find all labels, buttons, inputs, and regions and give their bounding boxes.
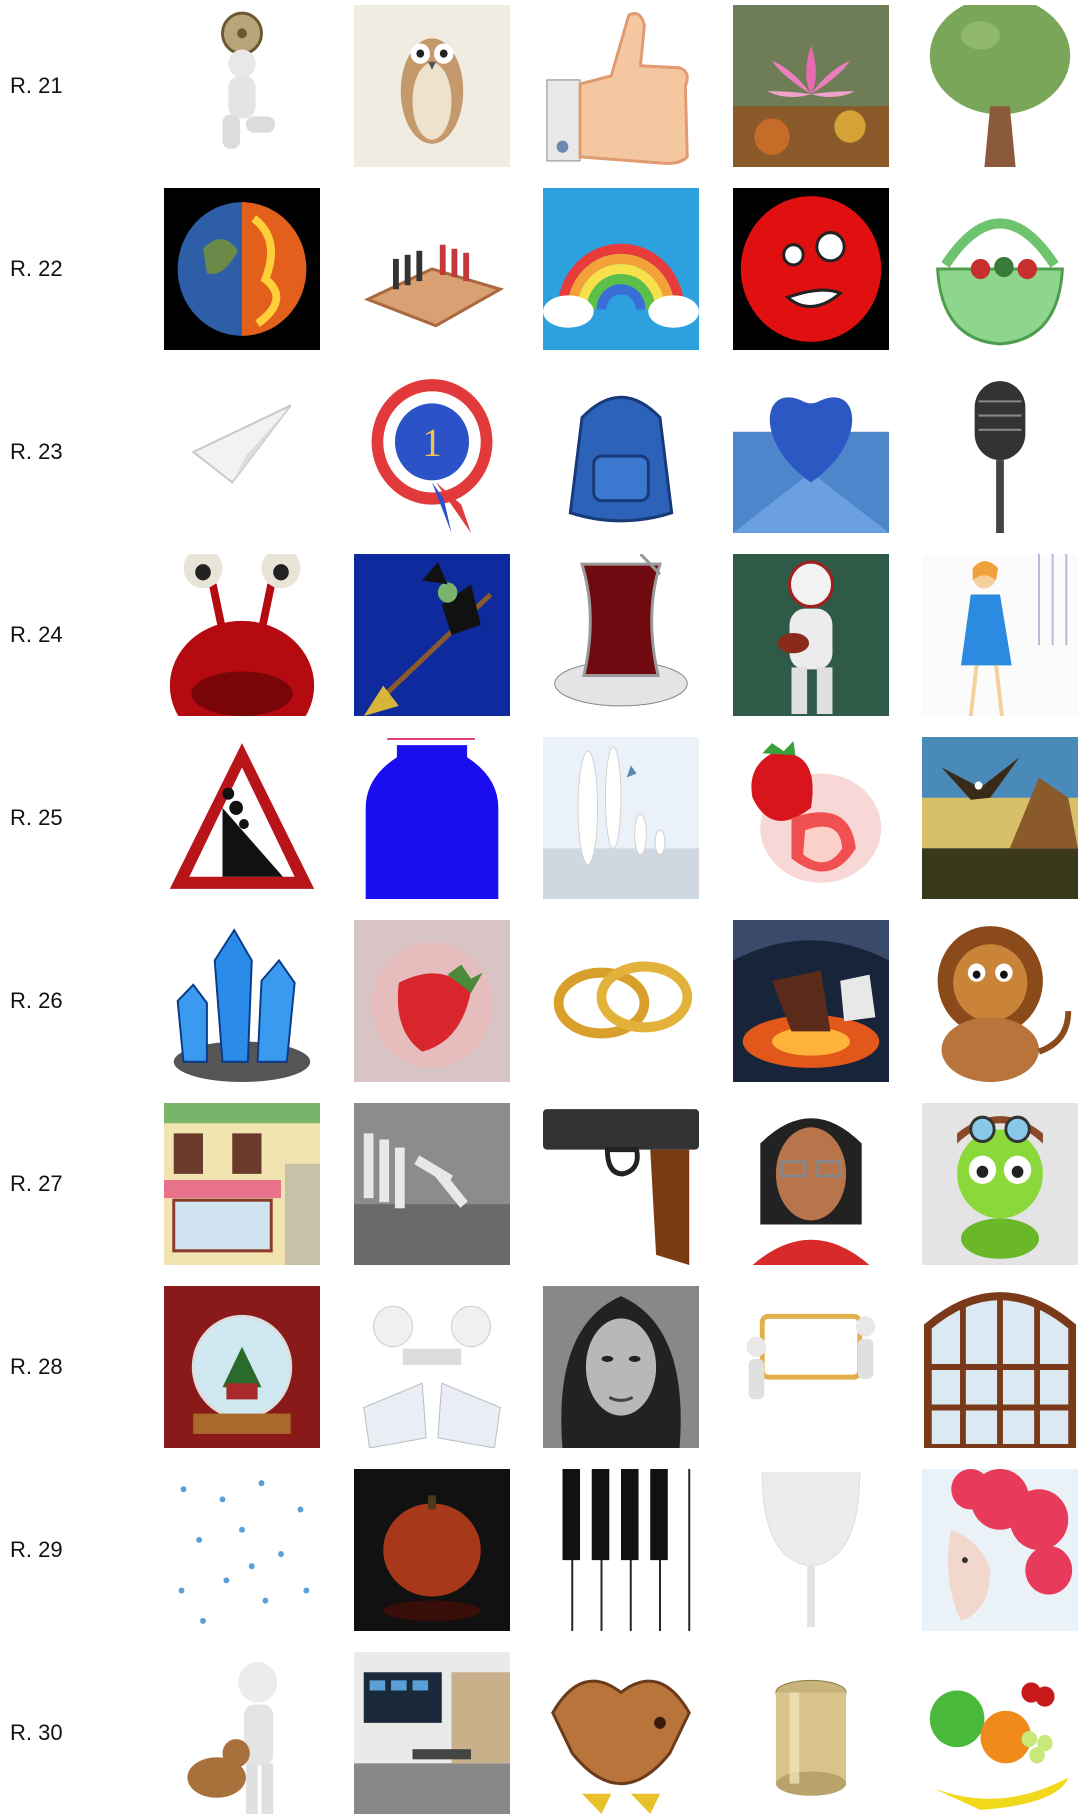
heart-envelope-icon (733, 371, 889, 533)
first-place-ribbon-icon (354, 371, 510, 533)
row-label: R. 23 (10, 439, 63, 464)
easter-basket-icon (922, 188, 1078, 350)
row-label: R. 21 (10, 73, 63, 98)
witch-on-broom-icon (354, 554, 510, 716)
rainbow-icon (543, 188, 699, 350)
gold-rings-icon (543, 920, 699, 1082)
row-label: R. 27 (10, 1171, 63, 1196)
row-label: R. 25 (10, 805, 63, 830)
pumpkin-dark-image (354, 1469, 510, 1631)
row-label: R. 22 (10, 256, 63, 281)
white-stone-figures-image (543, 737, 699, 899)
person-petting-dog-icon (164, 1652, 320, 1814)
carved-eagle-icon (543, 1652, 699, 1814)
turtle-aviator-icon (922, 1103, 1078, 1265)
vintage-microphone-icon (922, 371, 1078, 533)
figures-holding-sign-icon (733, 1286, 889, 1448)
street-cafe-illustration (164, 1103, 320, 1265)
piano-keys-icon (543, 1469, 699, 1631)
snow-globe-icon (164, 1286, 320, 1448)
blue-bottle-icon (354, 737, 510, 899)
falling-rocks-sign-icon (164, 737, 320, 899)
modern-office-image (354, 1652, 510, 1814)
woman-portrait-drawing (543, 1286, 699, 1448)
woman-sketch-illustration (922, 554, 1078, 716)
blue-backpack-icon (543, 371, 699, 533)
owl-illustration (354, 5, 510, 167)
lion-cartoon-icon (922, 920, 1078, 1082)
lotus-painting (733, 5, 889, 167)
strawberry-watercolor-image (354, 920, 510, 1082)
strawberry-icon (733, 737, 889, 899)
person-holding-film-reel-icon (164, 5, 320, 167)
chess-board-icon (354, 188, 510, 350)
row-label: R. 24 (10, 622, 63, 647)
blossom-woman-art (922, 1469, 1078, 1631)
red-cartoon-monster-icon (164, 554, 320, 716)
eagle-landscape-painting (922, 737, 1078, 899)
svg-text:1: 1 (422, 420, 442, 466)
tea-glass-icon (543, 554, 699, 716)
earth-on-fire-image (164, 188, 320, 350)
woman-with-glasses-icon (733, 1103, 889, 1265)
laptop-handshake-icon (354, 1286, 510, 1448)
paper-plane-icon (164, 371, 320, 533)
row-label: R. 30 (10, 1720, 63, 1745)
fruit-bowl-icon (922, 1652, 1078, 1814)
row-label: R. 26 (10, 988, 63, 1013)
arched-window-icon (922, 1286, 1078, 1448)
rain-drops-pattern (164, 1469, 320, 1631)
pistol-icon (543, 1103, 699, 1265)
green-tree-icon (922, 5, 1078, 167)
row-label: R. 29 (10, 1537, 63, 1562)
tin-can-icon (733, 1652, 889, 1814)
falling-dominoes-image (354, 1103, 510, 1265)
thumbs-up-icon (543, 5, 699, 167)
row-label: R. 28 (10, 1354, 63, 1379)
football-player-figure-icon (733, 554, 889, 716)
wine-glass-icon (733, 1469, 889, 1631)
fire-horses-painting (733, 920, 889, 1082)
blue-crystals-icon (164, 920, 320, 1082)
angry-red-face-icon (733, 188, 889, 350)
